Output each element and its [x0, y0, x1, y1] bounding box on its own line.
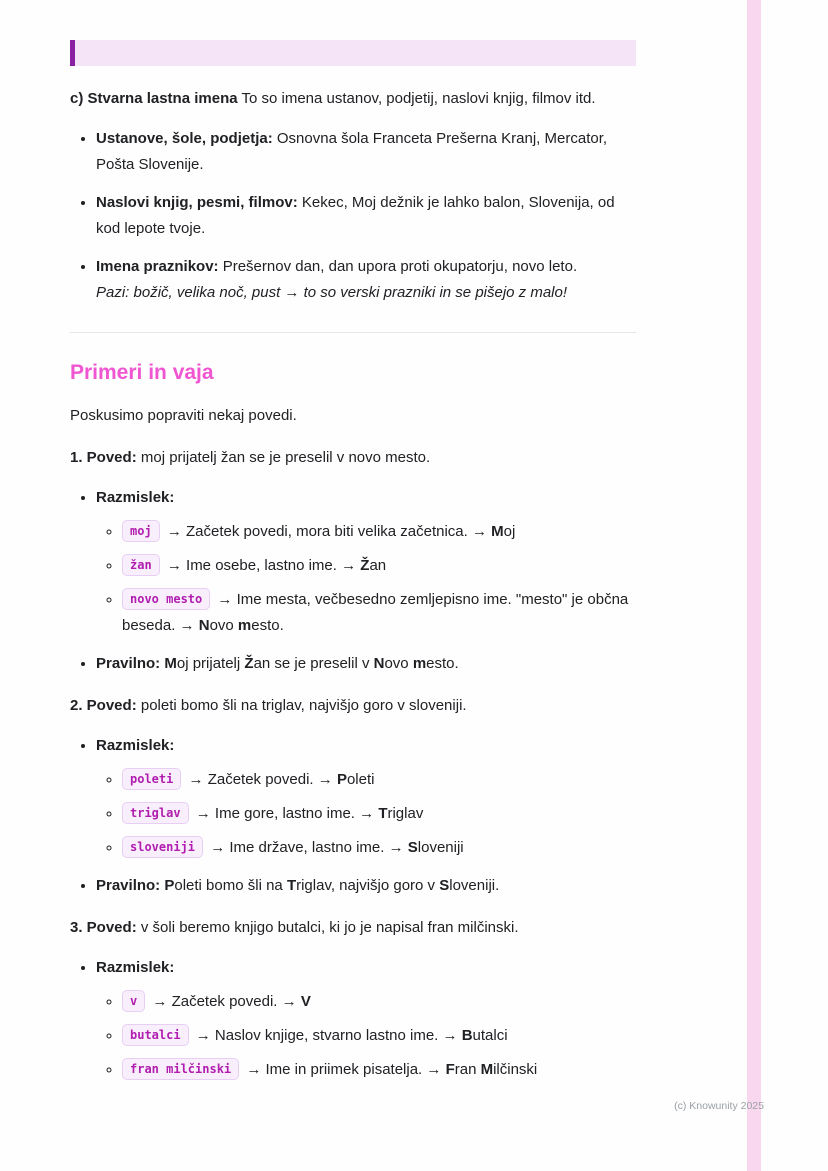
reasoning-item [122, 767, 636, 793]
reasoning-item [122, 801, 636, 827]
text-run: loveniji. [449, 877, 500, 894]
text-run: → Začetek povedi. → [184, 771, 337, 788]
text-run: → Naslov knjige, stvarno lastno ime. → [191, 1027, 462, 1044]
text-run: V [300, 993, 311, 1010]
reasoning-item [122, 519, 636, 545]
text-run: → Začetek povedi, mora biti velika začetnica. → [162, 523, 492, 540]
text-run: v šoli beremo knjigo butalci, ki jo je napisal fran milčinski. [136, 919, 519, 936]
page-edge-stripe [747, 0, 761, 1171]
text-run: N [373, 655, 385, 672]
text-run: → Ime in priimek pisatelja. → [242, 1061, 446, 1078]
text-run: an [369, 557, 387, 574]
text-run: Pazi: božič, velika noč, pust → to so verski prazniki in se pišejo z malo! [96, 284, 568, 301]
text-run: ran [454, 1061, 481, 1078]
text-run: Razmislek: [96, 737, 175, 754]
text-run: Ž [360, 557, 370, 574]
text-run: Razmislek: [96, 959, 175, 976]
text-run: m [237, 617, 252, 634]
sentence-3-paragraph [70, 915, 636, 941]
text-run: loveniji [417, 839, 464, 856]
code-chip: moj [122, 520, 160, 542]
text-run: oleti [346, 771, 375, 788]
text-run: P [164, 877, 175, 894]
content-area [70, 0, 636, 1095]
text-run: ilčinski [493, 1061, 538, 1078]
text-run: oleti bomo šli na [174, 877, 287, 894]
text-run: To so imena ustanov, podjetij, naslovi knjig, filmov itd. [237, 90, 596, 107]
text-run: oj prijatelj [176, 655, 245, 672]
text-run: 1. Poved: [70, 449, 137, 466]
copyright: (c) Knowunity 2025 [674, 1100, 764, 1112]
reasoning-sublist [96, 519, 636, 639]
code-chip: fran milčinski [122, 1058, 239, 1080]
text-run: Prešernov dan, dan upora proti okupatorju, novo leto. [218, 258, 578, 275]
text-run: m [412, 655, 427, 672]
text-run: M [164, 655, 177, 672]
text-run: T [378, 805, 388, 822]
text-run: → Ime države, lastno ime. → [206, 839, 408, 856]
category-item [96, 254, 636, 306]
text-run: riglav [387, 805, 424, 822]
text-run: Ustanove, šole, podjetja: [96, 130, 273, 147]
section-divider [70, 332, 636, 333]
category-item [96, 126, 636, 178]
text-run: 3. Poved: [70, 919, 137, 936]
code-chip: žan [122, 554, 160, 576]
razmislek-item [96, 485, 636, 639]
intro-paragraph [70, 86, 636, 112]
category-item [96, 190, 636, 242]
reasoning-item [122, 1057, 636, 1083]
text-run: → Ime osebe, lastno ime. → [162, 557, 361, 574]
code-chip: poleti [122, 768, 181, 790]
text-run: Razmislek: [96, 489, 175, 506]
text-run: S [439, 877, 450, 894]
text-run: M [480, 1061, 494, 1078]
text-run: Kekec, Moj dežnik je lahko balon, Slovenija, od kod lepote tvoje. [96, 194, 615, 237]
code-chip: sloveniji [122, 836, 203, 858]
code-chip: triglav [122, 802, 189, 824]
text-run: c) Stvarna lastna imena [70, 90, 238, 107]
text-run: M [491, 523, 504, 540]
text-run: Osnovna šola Franceta Prešerna Kranj, Mercator, Pošta Slovenije. [96, 130, 608, 173]
razmislek-label [96, 737, 174, 754]
razmislek-item [96, 955, 636, 1083]
text-run: → Začetek povedi. → [148, 993, 301, 1010]
text-run: Naslovi knjig, pesmi, filmov: [96, 194, 298, 211]
razmislek-item [96, 733, 636, 861]
section-heading: Primeri in vaja [70, 361, 214, 384]
text-run: riglav, najvišjo goro v [296, 877, 440, 894]
sentence-1-paragraph [70, 445, 636, 471]
razmislek-label [96, 959, 174, 976]
reasoning-item [122, 587, 636, 639]
reasoning-item [122, 835, 636, 861]
code-chip: v [122, 990, 145, 1012]
callout-remnant [70, 40, 636, 66]
lede-paragraph: Poskusimo popraviti nekaj povedi. [70, 407, 297, 424]
pravilno-item [96, 873, 636, 899]
text-run: utalci [472, 1027, 508, 1044]
text-run: esto. [426, 655, 459, 672]
reasoning-sublist [96, 767, 636, 861]
text-run: esto. [251, 617, 284, 634]
analysis-list-2 [70, 733, 636, 899]
razmislek-label [96, 489, 174, 506]
text-run: Pravilno: [96, 877, 161, 894]
text-run: N [198, 617, 210, 634]
text-run: → Ime gore, lastno ime. → [191, 805, 379, 822]
text-run: F [445, 1061, 455, 1078]
text-run: Imena praznikov: [96, 258, 219, 275]
text-run: P [336, 771, 347, 788]
pravilno-item [96, 651, 636, 677]
reasoning-item [122, 989, 636, 1015]
analysis-list-1 [70, 485, 636, 677]
category-list [70, 126, 636, 306]
reasoning-sublist [96, 989, 636, 1083]
text-run: B [461, 1027, 473, 1044]
text-run: poleti bomo šli na triglav, najvišjo goro v sloveniji. [136, 697, 467, 714]
code-chip: novo mesto [122, 588, 210, 610]
text-run: an se je preselil v [253, 655, 374, 672]
text-run: ovo [209, 617, 238, 634]
text-run: oj [503, 523, 516, 540]
text-run: Ž [244, 655, 254, 672]
analysis-list-3 [70, 955, 636, 1083]
text-run: → Ime mesta, večbesedno zemljepisno ime. "mesto" je občna beseda. → [122, 591, 629, 634]
text-run: 2. Poved: [70, 697, 137, 714]
code-chip: butalci [122, 1024, 189, 1046]
reasoning-item [122, 553, 636, 579]
text-run: ovo [384, 655, 413, 672]
text-run: moj prijatelj žan se je preselil v novo mesto. [136, 449, 431, 466]
text-run: T [286, 877, 297, 894]
text-run: S [407, 839, 418, 856]
reasoning-item [122, 1023, 636, 1049]
sentence-2-paragraph [70, 693, 636, 719]
text-run: Pravilno: [96, 655, 161, 672]
